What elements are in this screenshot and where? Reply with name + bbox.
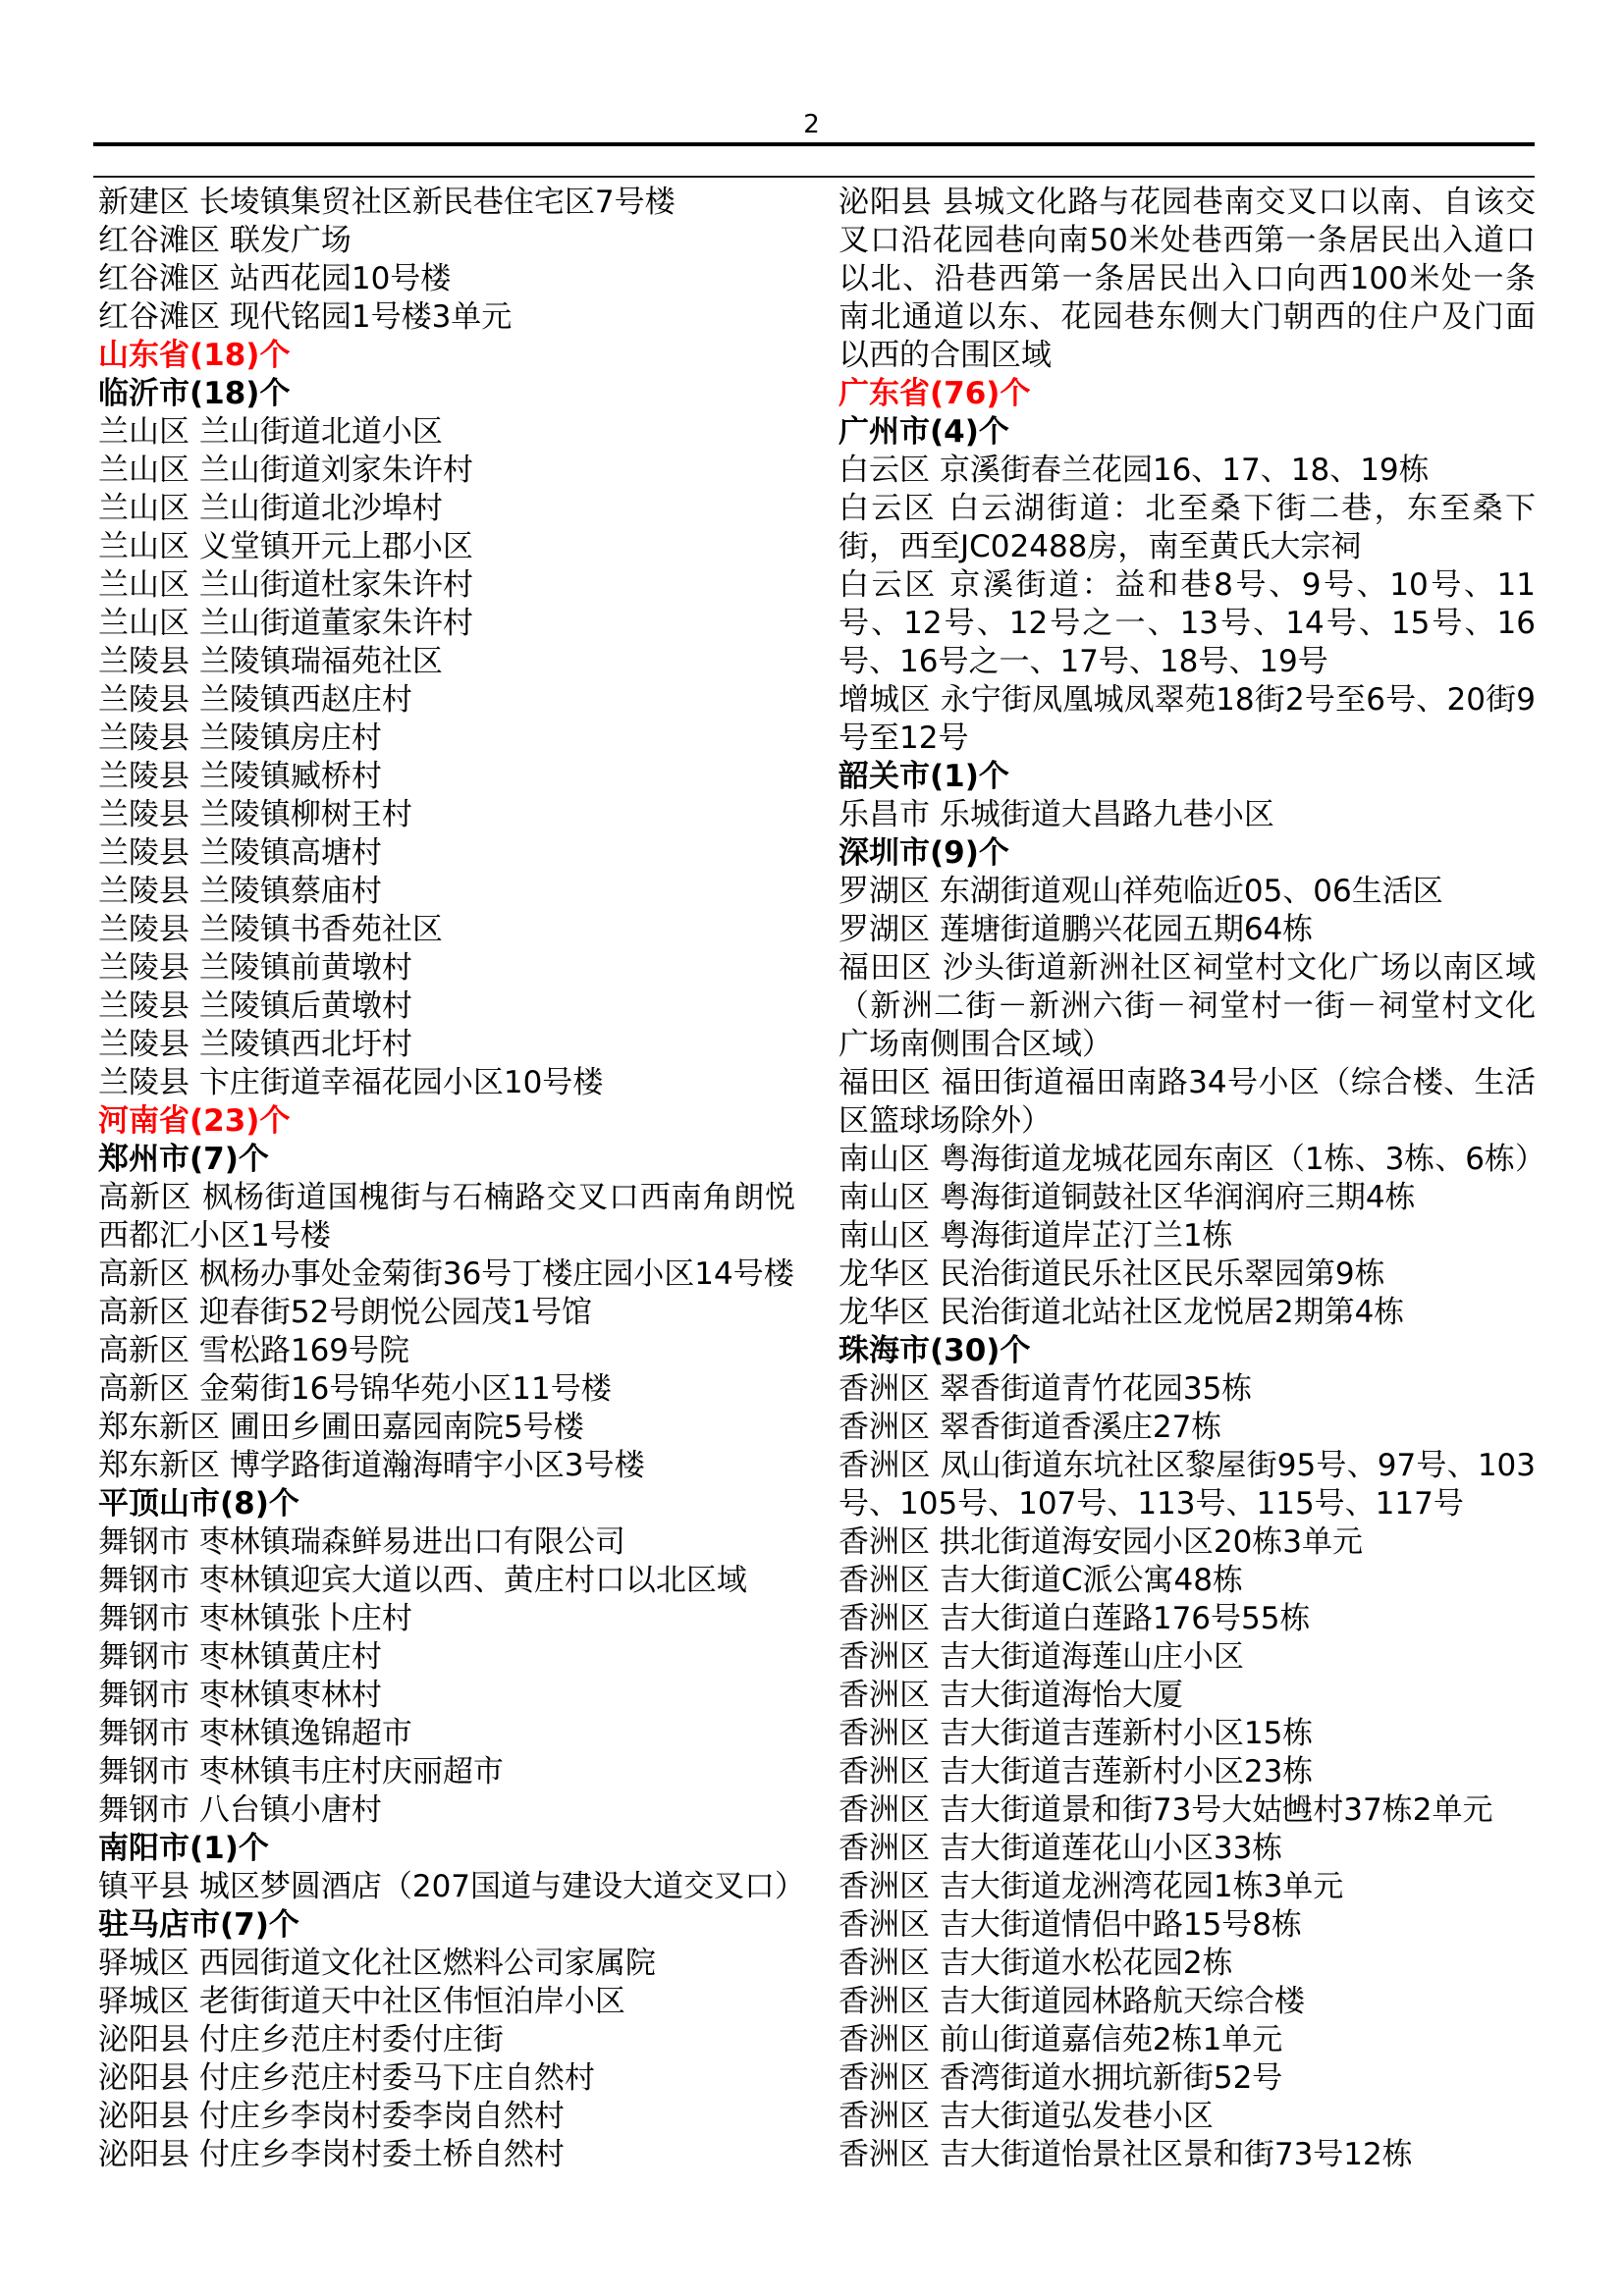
risk-area-entry: 舞钢市 枣林镇瑞森鲜易进出口有限公司 [98, 1524, 625, 1560]
risk-area-entry: 白云区 京溪街春兰花园16、17、18、19栋 [839, 453, 1430, 488]
risk-area-entry: 泌阳县 付庄乡范庄村委马下庄自然村 [98, 2060, 595, 2096]
risk-area-entry: 香洲区 凤山街道东坑社区黎屋街95号、97号、103号、105号、107号、113号、115号、117号 [839, 1448, 1536, 1522]
risk-area-entry: 舞钢市 枣林镇逸锦超市 [98, 1716, 412, 1751]
risk-area-entry: 香洲区 吉大街道海莲山庄小区 [839, 1639, 1244, 1675]
page-number: 2 [803, 110, 820, 139]
risk-area-entry: 泌阳县 县城文化路与花园巷南交叉口以南、自该交叉口沿花园巷向南50米处巷西第一条居民出入道口以北、沿巷西第一条居民出入口向西100米处一条南北通道以东、花园巷东侧大门朝西的住户及门面以西的合围区域 [839, 185, 1536, 373]
risk-area-entry: 香洲区 吉大街道吉莲新村小区15栋 [839, 1716, 1314, 1751]
risk-area-entry: 龙华区 民治街道北站社区龙悦居2期第4栋 [839, 1295, 1405, 1330]
risk-area-entry: 兰山区 兰山街道北沙埠村 [98, 491, 443, 526]
header-rule [93, 142, 1535, 146]
risk-area-entry: 兰山区 兰山街道北道小区 [98, 414, 443, 450]
risk-area-entry: 香洲区 吉大街道吉莲新村小区23栋 [839, 1754, 1314, 1789]
risk-area-entry: 香洲区 吉大街道弘发巷小区 [839, 2099, 1214, 2134]
risk-area-entry: 泌阳县 付庄乡李岗村委土桥自然村 [98, 2137, 565, 2172]
risk-area-entry: 南山区 粤海街道铜鼓社区华润润府三期4栋 [839, 1180, 1416, 1215]
province-header: 河南省(23)个 [98, 1103, 291, 1139]
risk-area-entry: 兰陵县 兰陵镇西北圩村 [98, 1027, 412, 1062]
risk-area-entry: 香洲区 吉大街道水松花园2栋 [839, 1946, 1233, 1981]
risk-area-entry: 香洲区 吉大街道海怡大厦 [839, 1678, 1183, 1713]
city-header: 南阳市(1)个 [98, 1831, 269, 1866]
risk-area-entry: 兰陵县 兰陵镇前黄墩村 [98, 950, 412, 986]
left-column [98, 184, 806, 2174]
risk-area-entry: 香洲区 吉大街道景和街73号大姑乸村37栋2单元 [839, 1792, 1493, 1828]
city-header: 广州市(4)个 [839, 414, 1009, 450]
risk-area-entry: 福田区 福田街道福田南路34号小区（综合楼、生活区篮球场除外） [839, 1065, 1536, 1139]
risk-area-entry: 香洲区 吉大街道龙洲湾花园1栋3单元 [839, 1869, 1344, 1904]
right-column [839, 184, 1546, 2174]
risk-area-entry: 兰陵县 兰陵镇蔡庙村 [98, 874, 382, 909]
risk-area-entry: 罗湖区 东湖街道观山祥苑临近05、06生活区 [839, 874, 1443, 909]
risk-area-entry: 红谷滩区 站西花园10号楼 [98, 261, 452, 296]
risk-area-entry: 香洲区 吉大街道怡景社区景和街73号12栋 [839, 2137, 1413, 2172]
risk-area-entry: 香洲区 吉大街道情侣中路15号8栋 [839, 1907, 1303, 1943]
risk-area-entry: 舞钢市 枣林镇迎宾大道以西、黄庄村口以北区域 [98, 1563, 747, 1598]
risk-area-entry: 香洲区 吉大街道园林路航天综合楼 [839, 1984, 1305, 2019]
risk-area-entry: 南山区 粤海街道龙城花园东南区（1栋、3栋、6栋） [839, 1142, 1546, 1177]
risk-area-entry: 龙华区 民治街道民乐社区民乐翠园第9栋 [839, 1256, 1385, 1292]
risk-area-entry: 兰陵县 兰陵镇书香苑社区 [98, 912, 443, 947]
risk-area-entry: 兰陵县 卞庄街道幸福花园小区10号楼 [98, 1065, 604, 1100]
risk-area-entry: 乐昌市 乐城街道大昌路九巷小区 [839, 797, 1274, 832]
two-column-layout [98, 184, 1546, 2174]
risk-area-entry: 驿城区 老街街道天中社区伟恒泊岸小区 [98, 1984, 625, 2019]
risk-area-entry: 高新区 金菊街16号锦华苑小区11号楼 [98, 1371, 612, 1407]
risk-area-entry: 福田区 沙头街道新洲社区祠堂村文化广场以南区域（新洲二街－新洲六街－祠堂村一街－祠堂村文化广场南侧围合区域） [839, 950, 1536, 1062]
risk-area-entry: 香洲区 拱北街道海安园小区20栋3单元 [839, 1524, 1364, 1560]
risk-area-entry: 香洲区 吉大街道白莲路176号55栋 [839, 1601, 1311, 1636]
city-header: 郑州市(7)个 [98, 1142, 269, 1177]
risk-area-entry: 兰陵县 兰陵镇西赵庄村 [98, 682, 412, 718]
risk-area-entry: 兰陵县 兰陵镇高塘村 [98, 835, 382, 871]
risk-area-entry: 红谷滩区 联发广场 [98, 223, 352, 258]
risk-area-entry: 高新区 雪松路169号院 [98, 1333, 410, 1368]
risk-area-entry: 镇平县 城区梦圆酒店（207国道与建设大道交叉口） [98, 1869, 806, 1904]
risk-area-entry: 舞钢市 枣林镇枣林村 [98, 1678, 382, 1713]
city-header: 驻马店市(7)个 [98, 1907, 299, 1943]
risk-area-entry: 南山区 粤海街道岸芷汀兰1栋 [839, 1218, 1233, 1254]
city-header: 珠海市(30)个 [839, 1333, 1031, 1368]
content-top-rule [93, 176, 1535, 178]
city-header: 韶关市(1)个 [839, 759, 1009, 794]
risk-area-entry: 郑东新区 博学路街道瀚海晴宇小区3号楼 [98, 1448, 645, 1483]
risk-area-entry: 香洲区 翠香街道青竹花园35栋 [839, 1371, 1253, 1407]
risk-area-entry: 香洲区 翠香街道香溪庄27栋 [839, 1410, 1222, 1445]
risk-area-entry: 泌阳县 付庄乡李岗村委李岗自然村 [98, 2099, 565, 2134]
risk-area-entry: 高新区 枫杨街道国槐街与石楠路交叉口西南角朗悦西都汇小区1号楼 [98, 1180, 795, 1254]
risk-area-entry: 新建区 长堎镇集贸社区新民巷住宅区7号楼 [98, 185, 676, 220]
risk-area-entry: 香洲区 香湾街道水拥坑新街52号 [839, 2060, 1283, 2096]
risk-area-entry: 兰山区 兰山街道杜家朱许村 [98, 567, 473, 603]
risk-area-entry: 红谷滩区 现代铭园1号楼3单元 [98, 299, 513, 335]
province-header: 山东省(18)个 [98, 338, 291, 373]
risk-area-entry: 香洲区 前山街道嘉信苑2栋1单元 [839, 2022, 1283, 2057]
risk-area-entry: 泌阳县 付庄乡范庄村委付庄街 [98, 2022, 504, 2057]
city-header: 深圳市(9)个 [839, 835, 1009, 871]
risk-area-entry: 兰山区 兰山街道刘家朱许村 [98, 453, 473, 488]
risk-area-entry: 郑东新区 圃田乡圃田嘉园南院5号楼 [98, 1410, 584, 1445]
risk-area-entry: 高新区 枫杨办事处金菊街36号丁楼庄园小区14号楼 [98, 1256, 794, 1292]
risk-area-entry: 香洲区 吉大街道C派公寓48栋 [839, 1563, 1243, 1598]
risk-area-entry: 白云区 白云湖街道：北至桑下街二巷，东至桑下街，西至JC02488房，南至黄氏大宗祠 [839, 491, 1536, 564]
risk-area-entry: 兰山区 义堂镇开元上郡小区 [98, 529, 473, 564]
province-header: 广东省(76)个 [839, 376, 1031, 411]
risk-area-entry: 高新区 迎春街52号朗悦公园茂1号馆 [98, 1295, 593, 1330]
risk-area-entry: 兰陵县 兰陵镇臧桥村 [98, 759, 382, 794]
risk-area-entry: 驿城区 西园街道文化社区燃料公司家属院 [98, 1946, 656, 1981]
risk-area-entry: 兰陵县 兰陵镇瑞福苑社区 [98, 644, 443, 679]
risk-area-entry: 兰陵县 兰陵镇房庄村 [98, 721, 382, 756]
risk-area-entry: 兰陵县 兰陵镇柳树王村 [98, 797, 412, 832]
risk-area-entry: 兰陵县 兰陵镇后黄墩村 [98, 988, 412, 1024]
risk-area-entry: 罗湖区 莲塘街道鹏兴花园五期64栋 [839, 912, 1314, 947]
risk-area-entry: 增城区 永宁街凤凰城凤翠苑18街2号至6号、20街9号至12号 [839, 682, 1536, 756]
risk-area-entry: 白云区 京溪街道：益和巷8号、9号、10号、11号、12号、12号之一、13号、14号、15号、16号、16号之一、17号、18号、19号 [839, 567, 1536, 679]
risk-area-entry: 舞钢市 枣林镇张卜庄村 [98, 1601, 412, 1636]
risk-area-entry: 舞钢市 枣林镇韦庄村庆丽超市 [98, 1754, 504, 1789]
city-header: 临沂市(18)个 [98, 376, 291, 411]
risk-area-entry: 兰山区 兰山街道董家朱许村 [98, 606, 473, 641]
risk-area-entry: 舞钢市 八台镇小唐村 [98, 1792, 382, 1828]
city-header: 平顶山市(8)个 [98, 1486, 299, 1522]
risk-area-entry: 舞钢市 枣林镇黄庄村 [98, 1639, 382, 1675]
risk-area-entry: 香洲区 吉大街道莲花山小区33栋 [839, 1831, 1283, 1866]
